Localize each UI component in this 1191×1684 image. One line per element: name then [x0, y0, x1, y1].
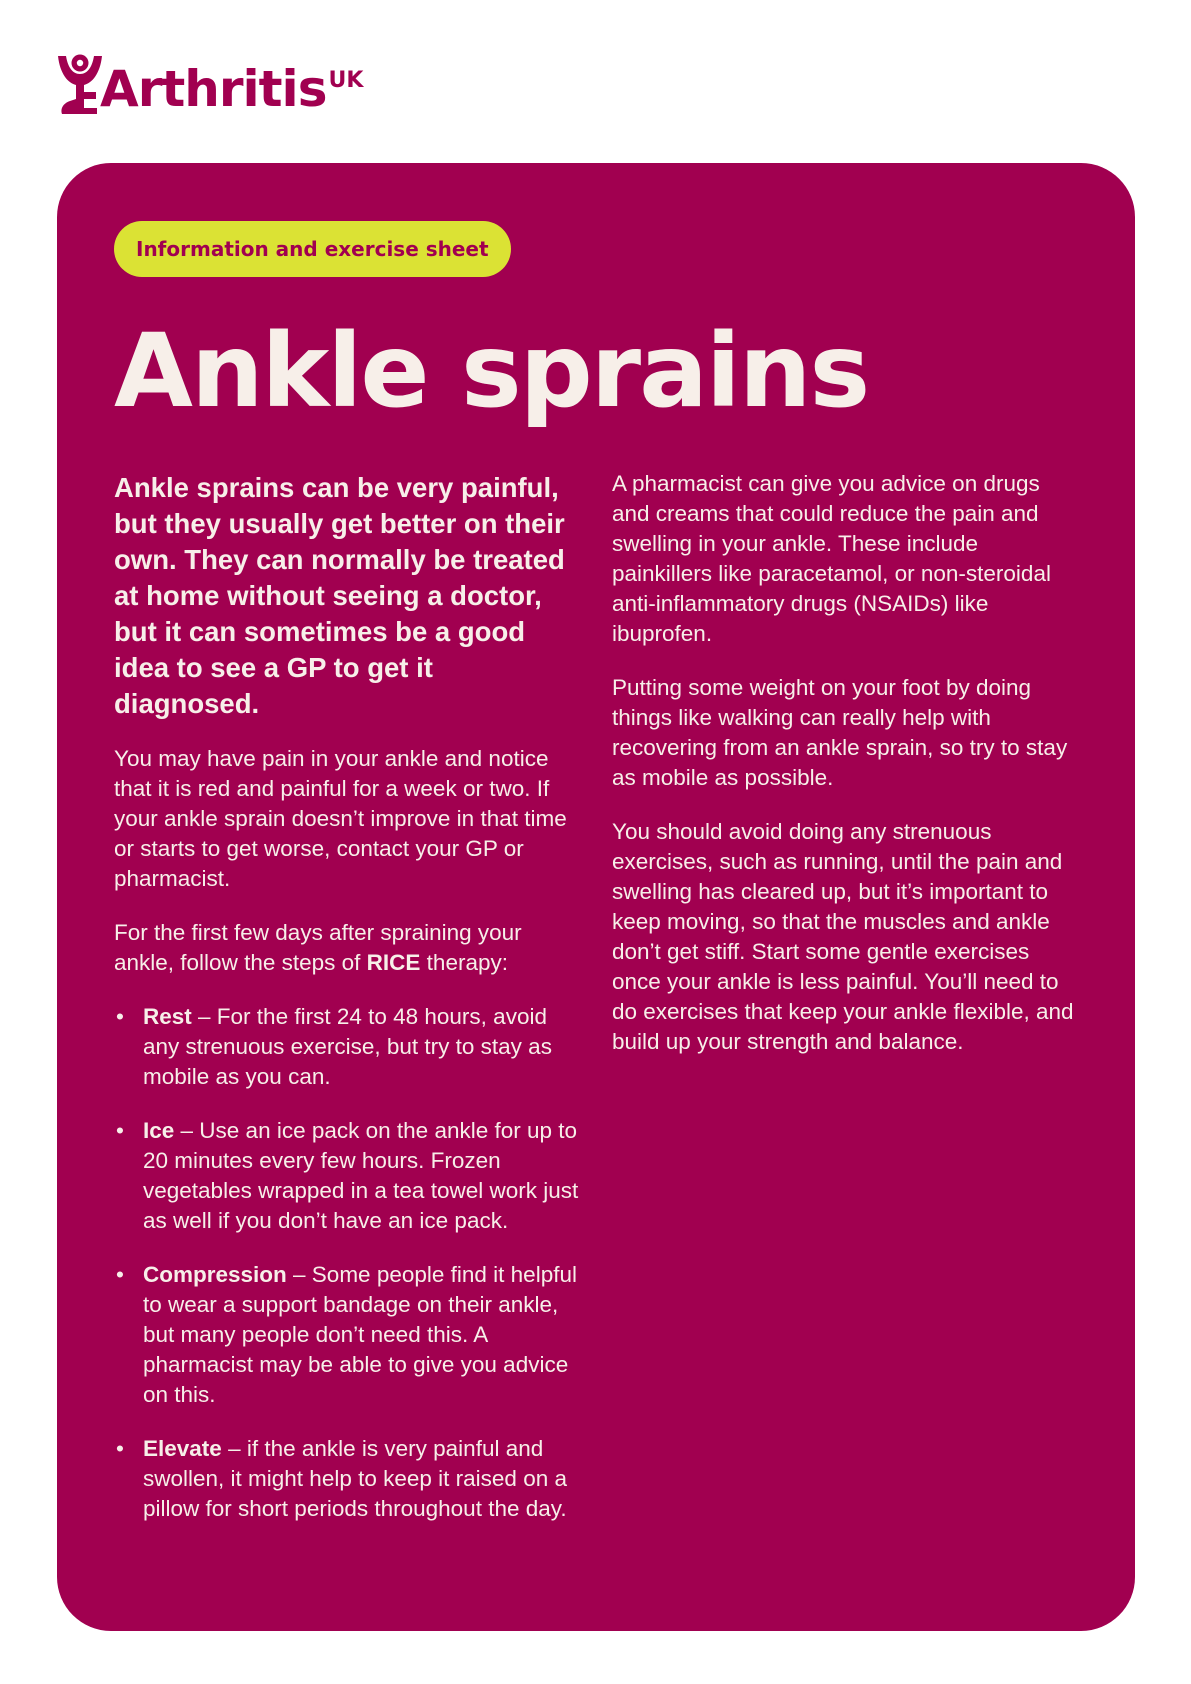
logo-uk-suffix: UK [328, 68, 364, 93]
exercise-paragraph: You should avoid doing any strenuous exercises, such as running, until the pain and swelling has cleared up, but it’s important to keep moving, so that the muscles and ankle don’t get stiff. Start some gentle exercises once your ankle is less painful. You’ll need to do exercises that keep your ankle flexible, and build up your strength and balance. [612, 819, 1074, 1054]
rice-step-text: – For the first 24 to 48 hours, avoid any strenuous exercise, but try to stay as mobile as you can. [143, 1004, 552, 1089]
rice-intro-suffix: therapy: [420, 950, 508, 975]
right-column [612, 469, 1082, 1081]
content-card [57, 163, 1135, 1631]
intro-paragraph: Ankle sprains can be very painful, but they usually get better on their own. They can normally be treated at home without seeing a doctor, but it can sometimes be a good idea to see a GP to get it diagnosed. [114, 472, 565, 719]
rice-step-term: Ice [143, 1118, 175, 1143]
weight-paragraph: Putting some weight on your foot by doing things like walking can really help with recovering from an ankle sprain, so try to stay as mobile as possible. [612, 675, 1068, 790]
rice-step-term: Compression [143, 1262, 287, 1287]
arthritis-uk-figure-icon [56, 52, 104, 114]
rice-intro-text: For the first few days after spraining your ankle, follow the steps of [114, 920, 522, 975]
pharmacist-paragraph: A pharmacist can give you advice on drugs and creams that could reduce the pain and swelling in your ankle. These include painkillers like paracetamol, or non-steroidal anti-inflammatory drugs (NSAIDs) like ibuprofen. [612, 471, 1051, 646]
symptoms-paragraph: You may have pain in your ankle and notice that it is red and painful for a week or two. If your ankle sprain doesn’t improve in that time or starts to get worse, contact your GP or pharmacist. [114, 746, 567, 891]
left-column [114, 470, 584, 1548]
rice-list [114, 1002, 584, 1524]
page-title: Ankle sprains [114, 312, 869, 431]
rice-step-text: – Some people find it helpful to wear a support bandage on their ankle, but many people don’t need this. A pharmacist may be able to give you advice on this. [143, 1262, 577, 1407]
rice-step-term: Elevate [143, 1436, 222, 1461]
rice-intro-paragraph [114, 918, 584, 978]
bullet-icon: • [116, 1262, 124, 1287]
rice-term: RICE [366, 950, 421, 975]
list-item [114, 1260, 584, 1410]
rice-step-text: – if the ankle is very painful and swollen, it might help to keep it raised on a pillow for short periods throughout the day. [143, 1436, 567, 1521]
sheet-type-badge: Information and exercise sheet [114, 221, 511, 277]
rice-step-text: – Use an ice pack on the ankle for up to 20 minutes every few hours. Frozen vegetables wrapped in a tea towel work just as well if you don’t have an ice pack. [143, 1118, 579, 1233]
bullet-icon: • [116, 1436, 124, 1461]
bullet-icon: • [116, 1118, 124, 1143]
logo-wordmark: Arthritis [100, 60, 327, 118]
list-item [114, 1002, 584, 1092]
list-item [114, 1434, 584, 1524]
bullet-icon: • [116, 1004, 124, 1029]
rice-step-term: Rest [143, 1004, 192, 1029]
list-item [114, 1116, 584, 1236]
arthritis-uk-logo[interactable] [56, 52, 364, 118]
